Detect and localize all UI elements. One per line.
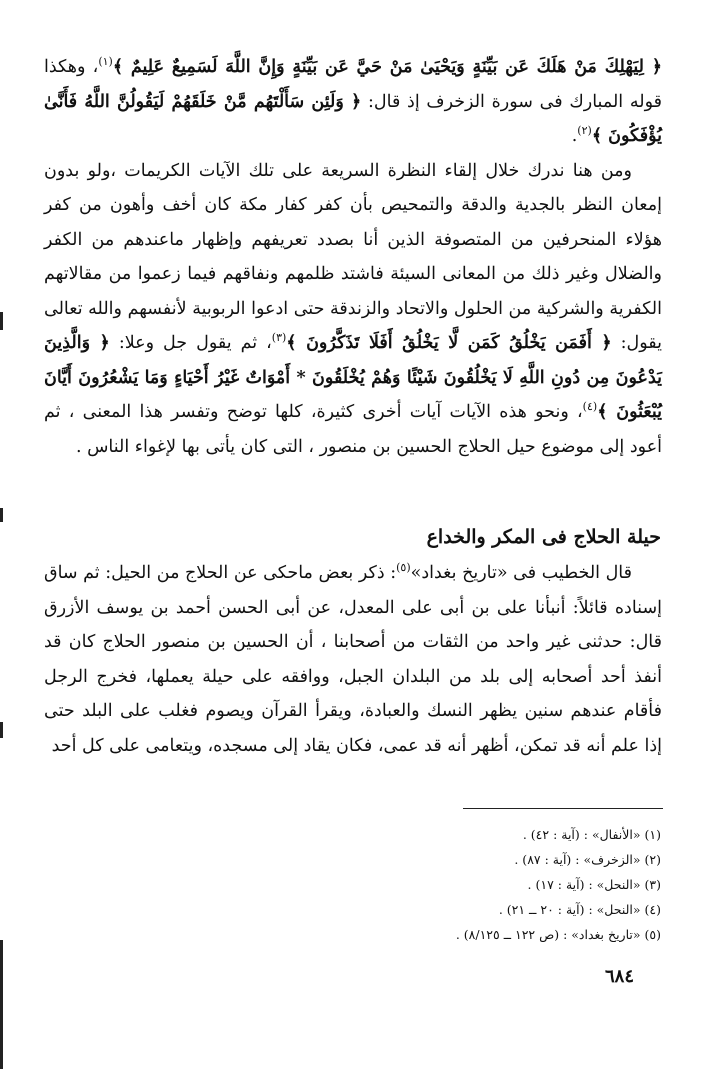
- footnotes-list: [331, 822, 661, 947]
- body-text: .: [571, 126, 578, 146]
- quran-verse: ﴿ أَفَمَن يَخْلُقُ كَمَن لَّا يَخْلُقُ أَفَلَا تَذَكَّرُونَ ﴾: [286, 333, 612, 353]
- footnote-ref: (١): [98, 55, 113, 69]
- body-text: ، وهكذا قوله المبارك فى سورة الزخرف إذ قال:: [44, 57, 662, 112]
- footnote-item: (٥) «تاريخ بغداد» : (ص ١٢٢ ــ ٨/١٢٥) .: [455, 927, 661, 942]
- body-text: قال الخطيب فى «تاريخ بغداد»: [410, 563, 632, 583]
- scan-edge-mark: [0, 722, 3, 738]
- body-text: ومن هنا ندرك خلال إلقاء النظرة السريعة على تلك الآيات الكريمات ،ولو بدون إمعان النظر بالجدية والدقة والتمحيص بأن كفر كفار مكة كان أخف وأهون من كفر هؤلاء المنحرفين من المتصوفة الذين أنا بصدد تعريفهم وإظهار ماعندهم من الكفر والضلال وغير ذلك من المعانى السيئة فاشتد ظلمهم ونفاقهم فيما زعموا من مقالاتهم الكفرية والشركية من الحلول والاتحاد والزندقة حتى ادعوا الربوبية لأنفسهم والله تعالى يقول:: [44, 160, 663, 353]
- body-text: ، ونحو هذه الآيات آيات أخرى كثيرة، كلها توضح وتفسر هذا المعنى ، ثم أعود إلى موضوع حيل الحلاج الحسين بن منصور ، التى كان يأتى بها لإغواء الناس .: [44, 402, 662, 457]
- quran-verse: ﴿ لِيَهْلِكَ مَنْ هَلَكَ عَن بَيِّنَةٍ وَيَحْيَىٰ مَنْ حَيَّ عَن بَيِّنَةٍ وَإِنَّ اللَّهَ لَسَمِيعٌ عَلِيمٌ ﴾: [112, 57, 662, 77]
- footnote-divider: [463, 808, 663, 809]
- footnote-ref: (٣): [271, 331, 287, 345]
- section-heading: حيلة الحلاج فى المكر والخداع: [426, 526, 661, 548]
- footnote-ref: (٤): [582, 400, 598, 414]
- quran-verse: ﴿ وَالَّذِينَ يَدْعُونَ مِن دُونِ اللَّهِ لَا يَخْلُقُونَ شَيْئًا وَهُمْ يُخْلَقُونَ * أَمْوَاتٌ غَيْرُ أَحْيَاءٍ وَمَا يَشْعُرُونَ أَيَّانَ يُبْعَثُونَ ﴾: [44, 333, 662, 422]
- scan-edge-mark: [0, 940, 3, 1069]
- paragraph-3: [44, 556, 662, 763]
- footnote-item: (٤) «النحل» : (آية : ٢٠ ــ ٢١) .: [498, 902, 661, 917]
- quran-verse: ﴿ وَلَئِن سَأَلْتَهُم مَّنْ خَلَقَهُمْ لَيَقُولُنَّ اللَّهُ فَأَنَّىٰ يُؤْفَكُونَ ﴾: [44, 91, 662, 146]
- body-text: ، ثم يقول جل وعلا:: [109, 333, 272, 353]
- main-text: [44, 50, 662, 464]
- footnote-item: (١) «الأنفال» : (آية : ٤٢) .: [522, 827, 661, 842]
- page-number: ٦٨٤: [604, 966, 634, 987]
- scan-edge-mark: [0, 312, 3, 330]
- footnote-item: (٣) «النحل» : (آية : ١٧) .: [527, 877, 661, 892]
- paragraph-1: [44, 50, 662, 154]
- body-text: : ذكر بعض ماحكى عن الحلاج من الحيل: ثم ساق إسناده قائلاً: أنبأنا على بن أبى على المعدل، عن أبى الحسن أحمد بن يوسف الأزرق قال: حدثنى غير واحد من الثقات من أصحابنا ، أن الحسين بن منصور الحلاج كان قد أنفذ أحد أصحابه إلى بلد من البلدان الجبل، ووافقه على حيلة يعملها، فخرج الرجل فأقام عندهم سنين يظهر النسك والعبادة، ويقرأ القرآن ويصوم فغلب على البلد حتى إذا علم أنه قد تمكن، أظهر أنه قد عمى، فكان يقاد إلى مسجده، ويتعامى على كل أحد: [44, 563, 662, 756]
- paragraph-2: [44, 154, 662, 465]
- section-body: [44, 556, 662, 763]
- footnote-item: (٢) «الزخرف» : (آية : ٨٧) .: [514, 852, 661, 867]
- footnote-ref: (٢): [577, 124, 592, 138]
- scan-edge-mark: [0, 508, 3, 522]
- footnote-ref: (٥): [396, 561, 411, 575]
